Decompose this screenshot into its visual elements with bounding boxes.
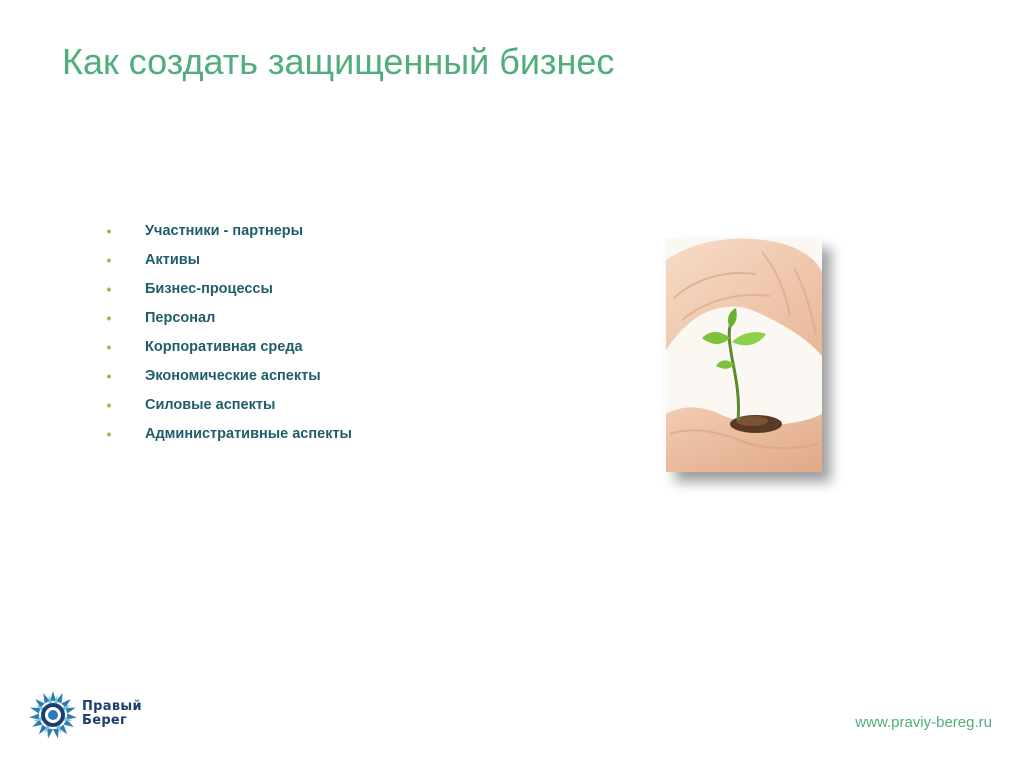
bullet-item xyxy=(104,363,352,392)
bullet-item xyxy=(104,334,352,363)
bullet-marker: • xyxy=(106,252,112,268)
bullet-text: Административные аспекты xyxy=(145,426,352,442)
hands-sprout-illustration xyxy=(666,238,822,472)
bullet-marker: • xyxy=(106,281,112,297)
company-logo-text xyxy=(82,700,142,728)
website-link[interactable]: www.praviy-bereg.ru xyxy=(855,714,992,731)
bullet-marker: • xyxy=(106,339,112,355)
bullet-text: Бизнес-процессы xyxy=(145,281,273,297)
bullet-item xyxy=(104,276,352,305)
bullet-marker: • xyxy=(106,310,112,326)
slide-title: Как создать защищенный бизнес xyxy=(62,41,615,82)
hands-sprout-photo xyxy=(666,238,822,472)
logo-line-1: Правый xyxy=(82,699,142,714)
bullet-text: Персонал xyxy=(145,310,216,326)
bullet-marker: • xyxy=(106,368,112,384)
bullet-item xyxy=(104,247,352,276)
bullet-marker: • xyxy=(106,397,112,413)
bullet-text: Экономические аспекты xyxy=(145,368,321,384)
bullet-marker: • xyxy=(106,426,112,442)
bullet-item xyxy=(104,218,352,247)
bullet-item xyxy=(104,305,352,334)
bullet-text: Активы xyxy=(145,252,201,268)
bullet-text: Корпоративная среда xyxy=(145,339,303,355)
bullet-item xyxy=(104,421,352,450)
bullet-item xyxy=(104,392,352,421)
company-logo-icon xyxy=(28,690,78,740)
logo-line-2: Берег xyxy=(82,713,128,728)
bullet-list xyxy=(104,218,352,450)
bullet-text: Силовые аспекты xyxy=(145,397,276,413)
bullet-marker: • xyxy=(106,223,112,239)
bullet-text: Участники - партнеры xyxy=(145,223,304,239)
